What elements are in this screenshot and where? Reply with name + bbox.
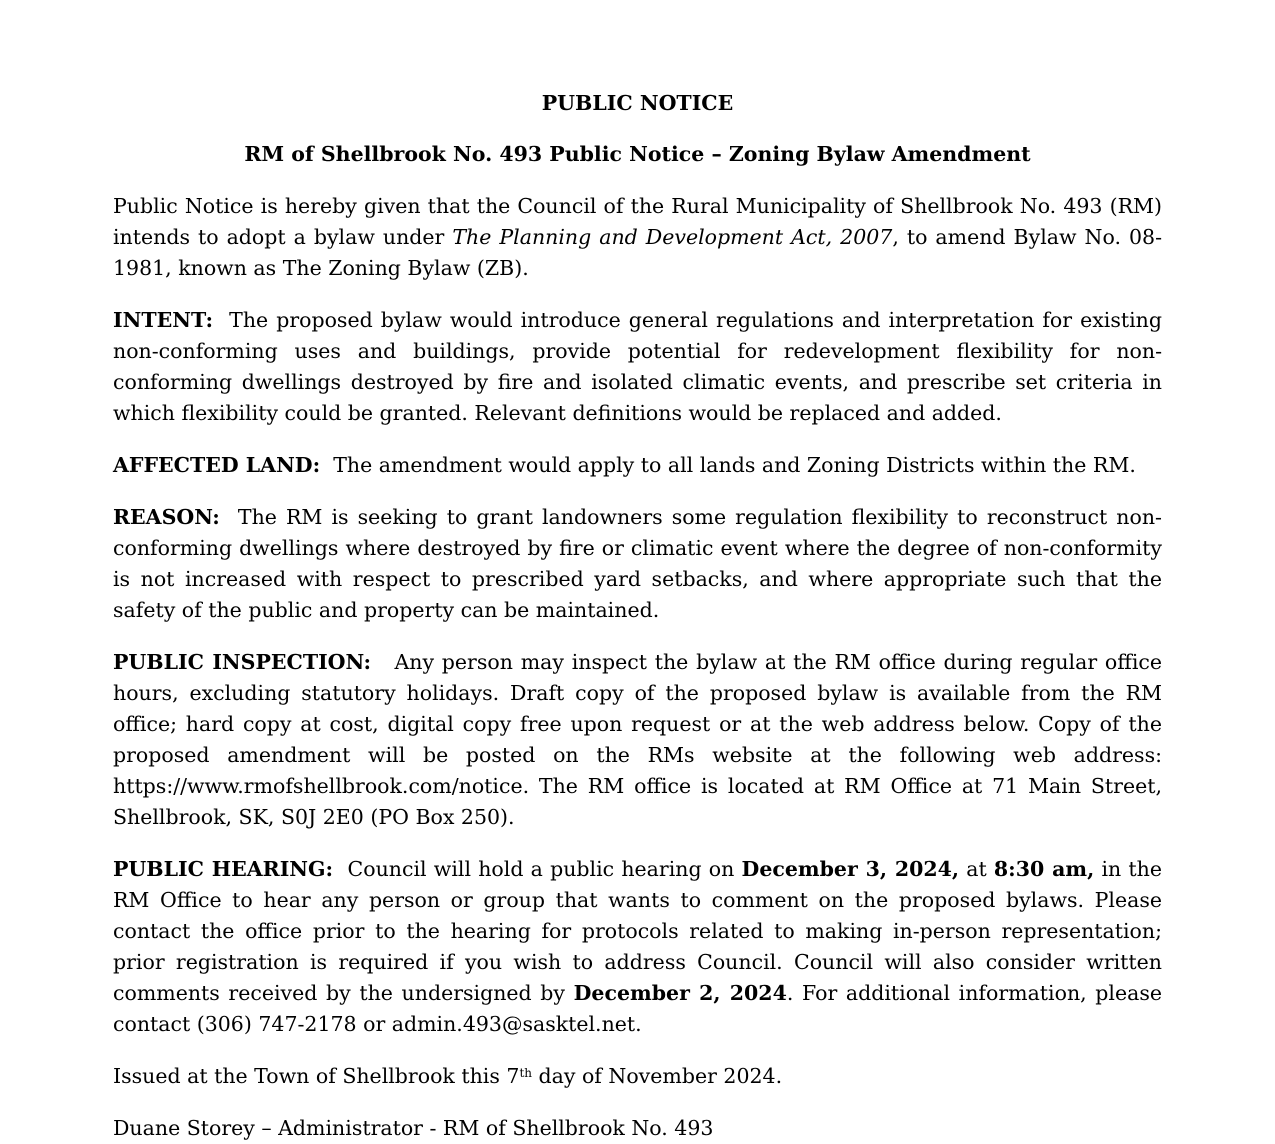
affected-land-paragraph (113, 450, 1162, 481)
notice-subtitle: RM of Shellbrook No. 493 Public Notice – Zoning Bylaw Amendment (244, 142, 1031, 166)
public-hearing-paragraph (113, 854, 1162, 1040)
public-hearing-text-a: Council will hold a public hearing on (347, 857, 742, 881)
hearing-date: December 3, 2024, (741, 857, 960, 881)
reason-paragraph (113, 502, 1162, 626)
intro-text-b: , to amend Bylaw No. 08-1981, known as The Zoning Bylaw (ZB). (113, 225, 1162, 280)
comment-deadline: December 2, 2024 (573, 981, 787, 1005)
public-hearing-label: PUBLIC HEARING: (113, 857, 334, 881)
public-hearing-text-c: in the RM Office to hear any person or group that wants to comment on the proposed bylaws. Please contact the office prior to the hearing for protocols related to making in-person representation; prior registration is required if you wish to address Council. Council will also consider written comments received by the undersigned by (113, 857, 1162, 1005)
affected-land-text: The amendment would apply to all lands and Zoning Districts within the RM. (333, 453, 1136, 477)
affected-land-label: AFFECTED LAND: (113, 453, 321, 477)
signature-line: Duane Storey – Administrator - RM of Shellbrook No. 493 (113, 1116, 714, 1140)
intro-paragraph (113, 191, 1162, 284)
issued-text-b: day of November 2024. (532, 1064, 783, 1088)
intent-text: The proposed bylaw would introduce general regulations and interpretation for existing non-conforming uses and buildings, provide potential for redevelopment flexibility for non-conforming dwellings destroyed by fire and isolated climatic events, and prescribe set criteria in which flexibility could be granted. Relevant definitions would be replaced and added. (113, 308, 1162, 425)
public-hearing-text-d: . For additional information, please contact (306) 747-2178 or admin.493@sasktel.net. (113, 981, 1162, 1036)
public-hearing-text-b: at (959, 857, 994, 881)
reason-label: REASON: (113, 505, 220, 529)
issued-ordinal-suffix: th (519, 1066, 532, 1080)
reason-text: The RM is seeking to grant landowners some regulation flexibility to reconstruct non-conforming dwellings where destroyed by fire or climatic event where the degree of non-conformity is not increased with respect to prescribed yard setbacks, and where appropriate such that the safety of the public and property can be maintained. (113, 505, 1162, 622)
public-inspection-label: PUBLIC INSPECTION: (113, 650, 372, 674)
intent-label: INTENT: (113, 308, 214, 332)
public-inspection-text: Any person may inspect the bylaw at the RM office during regular office hours, excluding statutory holidays. Draft copy of the proposed bylaw is available from the RM office; hard copy at cost, digital copy free upon request or at the web address below. Copy of the proposed amendment will be posted on the RMs website at the following web address: https://www.rmofshellbrook.com/notice. The RM office is located at RM Office at 71 Main Street, Shellbrook, SK, S0J 2E0 (PO Box 250). (113, 650, 1162, 829)
public-inspection-paragraph (113, 647, 1162, 833)
hearing-time: 8:30 am, (993, 857, 1095, 881)
page-title: PUBLIC NOTICE (541, 91, 734, 115)
intro-text-a: Public Notice is hereby given that the Council of the Rural Municipality of Shellbrook No. 493 (RM) intends to adopt a bylaw under (113, 194, 1162, 249)
issued-paragraph (113, 1061, 1162, 1092)
act-name: The Planning and Development Act, 2007 (452, 225, 893, 249)
intent-paragraph (113, 305, 1162, 429)
issued-text-a: Issued at the Town of Shellbrook this 7 (113, 1064, 520, 1088)
